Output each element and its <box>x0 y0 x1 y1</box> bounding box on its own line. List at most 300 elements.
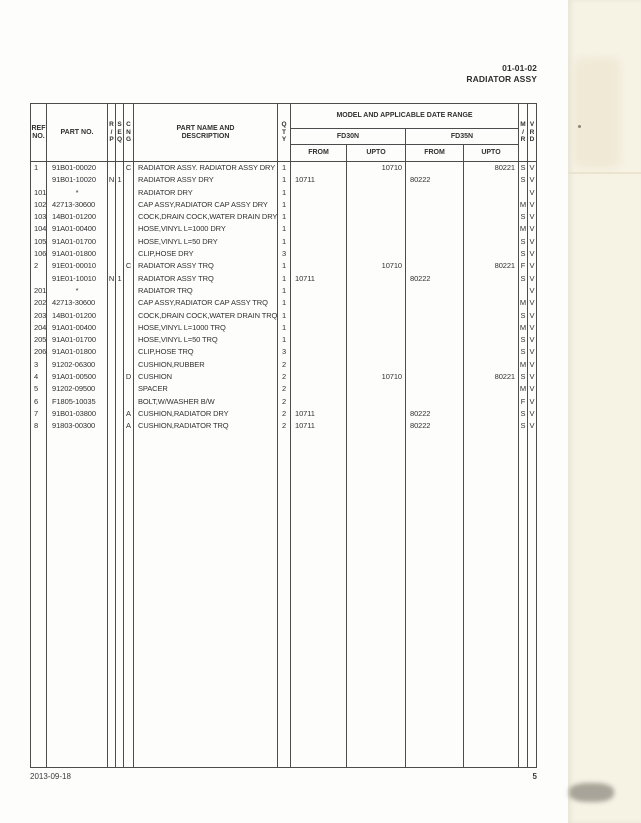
cell-name: RADIATOR ASSY. RADIATOR ASSY DRY <box>134 162 278 174</box>
cell-vrd: V <box>529 396 535 406</box>
cell-part: * <box>47 187 108 199</box>
cell-cng: A <box>124 420 134 432</box>
cell-mr: M <box>519 297 528 309</box>
cell-part: 91B01-10020 <box>47 174 108 186</box>
table-row <box>31 236 536 248</box>
header-ref-no: REF NO. <box>31 104 47 161</box>
cell-cng <box>124 310 134 322</box>
cell-mr: S <box>519 346 528 358</box>
cell-seq <box>116 359 124 371</box>
table-row <box>31 260 536 272</box>
cell-ref: 102 <box>31 199 47 211</box>
cell-f30: 10711 <box>291 408 347 420</box>
cell-u30 <box>347 310 406 322</box>
cell-u35 <box>464 310 519 322</box>
cell-ref: 106 <box>31 248 47 260</box>
cell-mr <box>519 285 528 297</box>
cell-mr: M <box>519 359 528 371</box>
cell-u30 <box>347 396 406 408</box>
cell-vrd: V <box>529 236 535 246</box>
cell-part: 14B01-01200 <box>47 310 108 322</box>
table-header <box>31 104 536 162</box>
cell-name: RADIATOR TRQ <box>134 285 278 297</box>
table-row <box>31 383 536 395</box>
cell-qty: 2 <box>278 383 291 395</box>
cell-name: CAP ASSY,RADIATOR CAP ASSY TRQ <box>134 297 278 309</box>
header-vrd: V R D <box>529 121 535 144</box>
cell-mr <box>519 187 528 199</box>
cell-vrd: V <box>529 249 535 259</box>
cell-f35 <box>406 334 464 346</box>
cell-f30: 10711 <box>291 273 347 285</box>
cell-qty: 2 <box>278 359 291 371</box>
table-row <box>31 322 536 334</box>
cell-cng <box>124 273 134 285</box>
cell-u35 <box>464 334 519 346</box>
cell-rp: N <box>108 273 116 285</box>
cell-u30 <box>347 248 406 260</box>
cell-qty: 2 <box>278 396 291 408</box>
cell-part: 91A01-00400 <box>47 322 108 334</box>
cell-vrd: V <box>529 163 535 172</box>
cell-f35 <box>406 162 464 174</box>
cell-qty: 1 <box>278 322 291 334</box>
cell-f30 <box>291 297 347 309</box>
cell-u30: 10710 <box>347 260 406 272</box>
cell-name: CUSHION <box>134 371 278 383</box>
header-fd35n-upto: UPTO <box>464 145 519 161</box>
cell-vrd: V <box>529 199 535 209</box>
cell-qty: 1 <box>278 199 291 211</box>
empty-cell-rp <box>108 433 116 767</box>
cell-f35 <box>406 297 464 309</box>
cell-ref: 205 <box>31 334 47 346</box>
cell-rp <box>108 285 116 297</box>
cell-u35 <box>464 223 519 235</box>
cell-qty: 1 <box>278 260 291 272</box>
cell-ref: 8 <box>31 420 47 432</box>
cell-ref: 105 <box>31 236 47 248</box>
cell-f30 <box>291 211 347 223</box>
header-fd35n-from: FROM <box>406 145 464 161</box>
cell-ref <box>31 273 47 285</box>
cell-name: SPACER <box>134 383 278 395</box>
table-row <box>31 211 536 223</box>
cell-cng <box>124 297 134 309</box>
doc-header <box>466 63 537 85</box>
cell-vrd: V <box>529 224 535 234</box>
empty-cell-name <box>134 433 278 767</box>
cell-f35: 80222 <box>406 408 464 420</box>
cell-f35 <box>406 187 464 199</box>
empty-cell-qty <box>278 433 291 767</box>
cell-rp <box>108 322 116 334</box>
table-row <box>31 297 536 309</box>
cell-f30 <box>291 248 347 260</box>
cell-f30 <box>291 396 347 408</box>
cell-rp <box>108 223 116 235</box>
cell-qty: 1 <box>278 162 291 174</box>
cell-u35 <box>464 285 519 297</box>
cell-u30 <box>347 383 406 395</box>
cell-u30 <box>347 408 406 420</box>
cell-rp: N <box>108 174 116 186</box>
table-row <box>31 162 536 174</box>
cell-rp <box>108 211 116 223</box>
cell-mr: F <box>519 396 528 408</box>
cell-name: CUSHION,RADIATOR TRQ <box>134 420 278 432</box>
empty-cell-seq <box>116 433 124 767</box>
cell-part: 91B01-00020 <box>47 162 108 174</box>
cell-rp <box>108 371 116 383</box>
cell-f35 <box>406 383 464 395</box>
cell-u35 <box>464 199 519 211</box>
empty-cell-part <box>47 433 108 767</box>
cell-u35 <box>464 248 519 260</box>
cell-mr: F <box>519 260 528 272</box>
cell-part: F1805-10035 <box>47 396 108 408</box>
cell-seq <box>116 211 124 223</box>
cell-seq <box>116 260 124 272</box>
cell-u30 <box>347 236 406 248</box>
cell-name: RADIATOR ASSY TRQ <box>134 273 278 285</box>
cell-name: HOSE,VINYL L=50 DRY <box>134 236 278 248</box>
cell-vrd: V <box>529 322 535 332</box>
cell-ref: 203 <box>31 310 47 322</box>
cell-part: 91E01-00010 <box>47 260 108 272</box>
cell-cng: C <box>124 162 134 174</box>
cell-seq <box>116 297 124 309</box>
cell-u35 <box>464 383 519 395</box>
cell-rp <box>108 420 116 432</box>
cell-name: CAP ASSY,RADIATOR CAP ASSY DRY <box>134 199 278 211</box>
table-row <box>31 285 536 297</box>
cell-rp <box>108 396 116 408</box>
cell-ref: 201 <box>31 285 47 297</box>
cell-f30 <box>291 223 347 235</box>
cell-u30 <box>347 420 406 432</box>
cell-u30 <box>347 285 406 297</box>
scan-smudge-bottom <box>569 783 614 802</box>
cell-f35 <box>406 359 464 371</box>
cell-part: 91A01-01800 <box>47 248 108 260</box>
cell-ref: 2 <box>31 260 47 272</box>
cell-u30 <box>347 174 406 186</box>
cell-rp <box>108 260 116 272</box>
cell-rp <box>108 359 116 371</box>
cell-name: COCK,DRAIN COCK,WATER DRAIN DRY <box>134 211 278 223</box>
cell-seq <box>116 162 124 174</box>
cell-f30 <box>291 334 347 346</box>
table-body <box>31 162 536 767</box>
cell-seq <box>116 396 124 408</box>
cell-vrd: V <box>529 408 535 418</box>
cell-name: BOLT,W/WASHER B/W <box>134 396 278 408</box>
header-model-fd30n: FD30N <box>291 129 406 145</box>
cell-ref: 104 <box>31 223 47 235</box>
cell-qty: 1 <box>278 285 291 297</box>
doc-code: 01-01-02 <box>502 63 537 73</box>
cell-qty: 1 <box>278 297 291 309</box>
cell-qty: 1 <box>278 236 291 248</box>
cell-f30 <box>291 285 347 297</box>
cell-vrd: V <box>529 384 535 394</box>
cell-mr: M <box>519 383 528 395</box>
cell-u30 <box>347 211 406 223</box>
cell-f30 <box>291 236 347 248</box>
cell-cng <box>124 383 134 395</box>
header-rp: R / P <box>108 104 116 161</box>
cell-seq: 1 <box>116 174 124 186</box>
cell-part: 91B01-03800 <box>47 408 108 420</box>
cell-mr: S <box>519 371 528 383</box>
cell-qty: 1 <box>278 310 291 322</box>
empty-cell-mr <box>519 433 528 767</box>
header-fd30n-upto: UPTO <box>347 145 406 161</box>
cell-u35: 80221 <box>464 260 519 272</box>
cell-cng <box>124 199 134 211</box>
cell-f35 <box>406 322 464 334</box>
cell-name: CUSHION,RADIATOR DRY <box>134 408 278 420</box>
cell-f30 <box>291 162 347 174</box>
header-qty: Q T Y <box>278 104 291 161</box>
cell-ref <box>31 174 47 186</box>
cell-f35 <box>406 310 464 322</box>
cell-f35 <box>406 371 464 383</box>
header-part-no: PART NO. <box>47 104 108 161</box>
cell-qty: 2 <box>278 371 291 383</box>
cell-rp <box>108 187 116 199</box>
cell-u30 <box>347 359 406 371</box>
table-row <box>31 346 536 358</box>
cell-part: 91A01-01800 <box>47 346 108 358</box>
cell-f35 <box>406 236 464 248</box>
cell-name: RADIATOR ASSY TRQ <box>134 260 278 272</box>
cell-u35 <box>464 236 519 248</box>
cell-f30: 10711 <box>291 420 347 432</box>
cell-name: HOSE,VINYL L=1000 DRY <box>134 223 278 235</box>
cell-part: 42713-30600 <box>47 199 108 211</box>
cell-f30 <box>291 260 347 272</box>
cell-seq <box>116 334 124 346</box>
cell-u30 <box>347 199 406 211</box>
cell-cng <box>124 396 134 408</box>
header-part-name: PART NAME AND DESCRIPTION <box>134 104 278 161</box>
page-footer <box>30 772 537 781</box>
cell-seq <box>116 322 124 334</box>
empty-cell-f35 <box>406 433 464 767</box>
cell-u35 <box>464 420 519 432</box>
cell-vrd: V <box>529 335 535 345</box>
page-title: RADIATOR ASSY <box>466 74 537 84</box>
cell-u30 <box>347 187 406 199</box>
cell-f35 <box>406 260 464 272</box>
cell-ref: 103 <box>31 211 47 223</box>
cell-cng: A <box>124 408 134 420</box>
cell-ref: 101 <box>31 187 47 199</box>
cell-f35: 80222 <box>406 420 464 432</box>
cell-seq <box>116 285 124 297</box>
cell-qty: 1 <box>278 273 291 285</box>
table-row <box>31 408 536 420</box>
cell-cng <box>124 248 134 260</box>
cell-qty: 2 <box>278 408 291 420</box>
cell-seq <box>116 383 124 395</box>
cell-f30 <box>291 346 347 358</box>
cell-rp <box>108 310 116 322</box>
cell-u30 <box>347 297 406 309</box>
cell-mr: S <box>519 310 528 322</box>
cell-seq <box>116 408 124 420</box>
cell-cng <box>124 359 134 371</box>
cell-mr: S <box>519 236 528 248</box>
cell-ref: 1 <box>31 162 47 174</box>
cell-rp <box>108 199 116 211</box>
header-model-range: MODEL AND APPLICABLE DATE RANGE <box>291 104 519 129</box>
cell-qty: 3 <box>278 346 291 358</box>
cell-u35 <box>464 322 519 334</box>
cell-mr: S <box>519 211 528 223</box>
cell-vrd: V <box>529 372 535 382</box>
cell-vrd: V <box>529 273 535 283</box>
table-row <box>31 310 536 322</box>
cell-part: 91A01-00500 <box>47 371 108 383</box>
cell-f35: 80222 <box>406 273 464 285</box>
cell-ref: 204 <box>31 322 47 334</box>
cell-name: CLIP,HOSE TRQ <box>134 346 278 358</box>
cell-u35 <box>464 174 519 186</box>
cell-cng: C <box>124 260 134 272</box>
table-row <box>31 334 536 346</box>
cell-part: 91A01-00400 <box>47 223 108 235</box>
cell-rp <box>108 248 116 260</box>
cell-ref: 5 <box>31 383 47 395</box>
cell-vrd: V <box>529 359 535 369</box>
cell-u30 <box>347 322 406 334</box>
cell-u30: 10710 <box>347 162 406 174</box>
cell-part: 42713-30600 <box>47 297 108 309</box>
cell-ref: 7 <box>31 408 47 420</box>
cell-qty: 1 <box>278 187 291 199</box>
cell-cng <box>124 346 134 358</box>
table-row <box>31 371 536 383</box>
cell-u35 <box>464 359 519 371</box>
cell-part: 14B01-01200 <box>47 211 108 223</box>
cell-vrd: V <box>529 261 535 271</box>
cell-seq <box>116 346 124 358</box>
cell-u30: 10710 <box>347 371 406 383</box>
cell-f30 <box>291 199 347 211</box>
cell-qty: 1 <box>278 223 291 235</box>
cell-rp <box>108 346 116 358</box>
empty-cell-f30 <box>291 433 347 767</box>
scan-edge-line <box>568 172 641 174</box>
cell-vrd: V <box>529 310 535 320</box>
cell-part: * <box>47 285 108 297</box>
cell-qty: 1 <box>278 174 291 186</box>
cell-f30 <box>291 371 347 383</box>
cell-f35 <box>406 199 464 211</box>
cell-cng <box>124 174 134 186</box>
cell-cng <box>124 334 134 346</box>
cell-f35 <box>406 346 464 358</box>
cell-name: CUSHION,RUBBER <box>134 359 278 371</box>
cell-seq: 1 <box>116 273 124 285</box>
cell-name: RADIATOR ASSY DRY <box>134 174 278 186</box>
cell-seq <box>116 187 124 199</box>
cell-vrd: V <box>529 187 535 197</box>
cell-u30 <box>347 223 406 235</box>
cell-mr: M <box>519 199 528 211</box>
cell-mr: M <box>519 223 528 235</box>
cell-f35: 80222 <box>406 174 464 186</box>
cell-part: 91E01-10010 <box>47 273 108 285</box>
cell-mr: M <box>519 322 528 334</box>
cell-vrd: V <box>529 298 535 308</box>
scan-smudge-top <box>574 58 620 168</box>
cell-name: HOSE,VINYL L=1000 TRQ <box>134 322 278 334</box>
cell-name: HOSE,VINYL L=50 TRQ <box>134 334 278 346</box>
cell-f30 <box>291 187 347 199</box>
page-number: 5 <box>532 772 537 781</box>
table-row <box>31 187 536 199</box>
cell-seq <box>116 420 124 432</box>
cell-u30 <box>347 273 406 285</box>
cell-part: 91202-06300 <box>47 359 108 371</box>
cell-rp <box>108 334 116 346</box>
cell-rp <box>108 162 116 174</box>
cell-f30 <box>291 310 347 322</box>
cell-seq <box>116 310 124 322</box>
cell-ref: 4 <box>31 371 47 383</box>
cell-u35 <box>464 346 519 358</box>
header-fd30n-from: FROM <box>291 145 347 161</box>
cell-f30: 10711 <box>291 174 347 186</box>
cell-vrd: V <box>529 175 535 185</box>
cell-f35 <box>406 396 464 408</box>
cell-part: 91A01-01700 <box>47 334 108 346</box>
table-empty-area <box>31 433 536 767</box>
cell-rp <box>108 383 116 395</box>
cell-u30 <box>347 346 406 358</box>
cell-f35 <box>406 248 464 260</box>
cell-ref: 6 <box>31 396 47 408</box>
cell-u35 <box>464 273 519 285</box>
empty-cell-u35 <box>464 433 519 767</box>
cell-cng: D <box>124 371 134 383</box>
cell-ref: 202 <box>31 297 47 309</box>
cell-mr: S <box>519 334 528 346</box>
cell-u35 <box>464 187 519 199</box>
cell-vrd: V <box>529 212 535 222</box>
empty-cell-u30 <box>347 433 406 767</box>
cell-seq <box>116 248 124 260</box>
table-row <box>31 273 536 285</box>
cell-mr: S <box>519 420 528 432</box>
cell-ref: 3 <box>31 359 47 371</box>
cell-cng <box>124 285 134 297</box>
table-row <box>31 199 536 211</box>
empty-cell-cng <box>124 433 134 767</box>
cell-qty: 1 <box>278 334 291 346</box>
cell-seq <box>116 236 124 248</box>
cell-f30 <box>291 383 347 395</box>
cell-ref: 206 <box>31 346 47 358</box>
cell-f30 <box>291 322 347 334</box>
header-seq: S E Q <box>116 104 124 161</box>
cell-mr: S <box>519 174 528 186</box>
cell-qty: 2 <box>278 420 291 432</box>
